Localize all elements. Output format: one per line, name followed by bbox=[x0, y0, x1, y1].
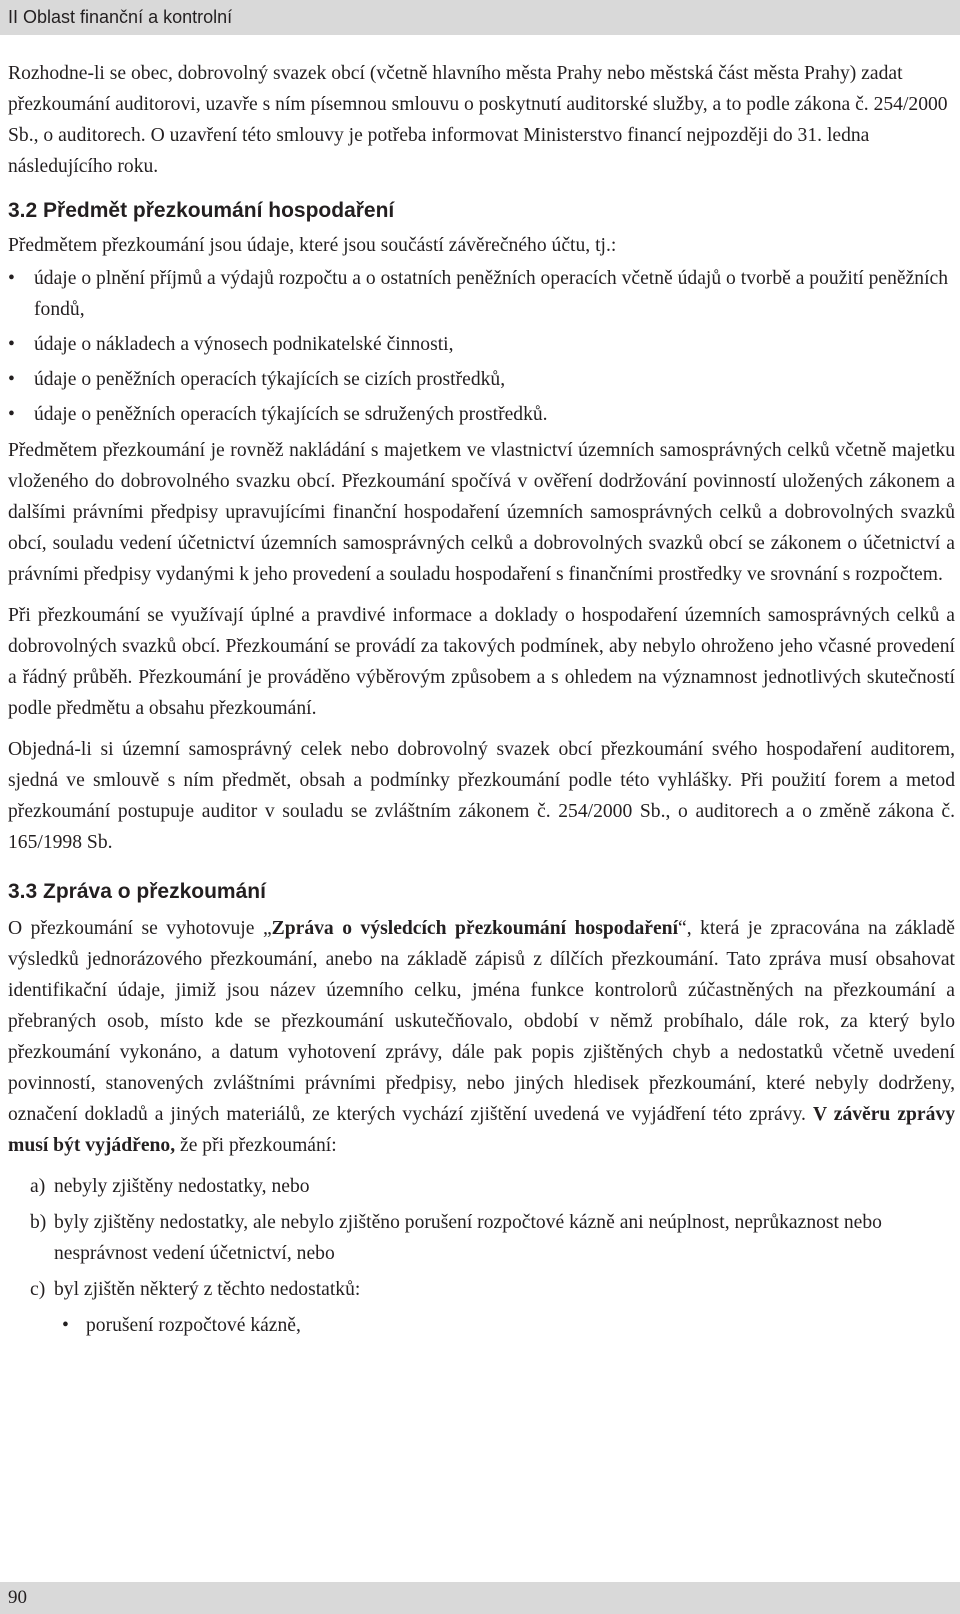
section-3-2-paragraph-2: Při přezkoumání se využívají úplné a pravdivé informace a doklady o hospodaření územních samosprávných celků a dobrovolných svazků obcí. Přezkoumání se provádí za takových podmínek, aby nebylo ohroženo jeho včasné provedení a řádný průběh. Přezkoumání je prováděno výběrovým způsobem a s ohledem na významnost jednotlivých skutečností podle předmětu a obsahu přezkoumání. bbox=[8, 605, 955, 719]
conclusion-bold: V závěru zprávy musí být vyjádřeno, bbox=[8, 1104, 955, 1156]
section-3-3-paragraph bbox=[8, 913, 955, 1161]
deficiency-sub-list bbox=[8, 1310, 955, 1341]
report-title-bold: Zpráva o výsledcích přezkoumání hospodaření bbox=[271, 918, 679, 939]
list-item: • porušení rozpočtové kázně, bbox=[8, 1310, 955, 1341]
list-item-label: c) bbox=[30, 1279, 46, 1300]
list-item-text: byly zjištěny nedostatky, ale nebylo zjištěno porušení rozpočtové kázně ani neúplnost, neprůkaznost nebo nesprávnost vedení účetnictví, nebo bbox=[54, 1212, 882, 1264]
running-header-title: II Oblast finanční a kontrolní bbox=[8, 7, 233, 27]
list-item: • údaje o peněžních operacích týkajících se sdružených prostředků. bbox=[8, 399, 955, 430]
list-item bbox=[8, 1274, 955, 1305]
subject-bullet-list bbox=[8, 263, 955, 430]
page-content bbox=[8, 58, 955, 1341]
list-item: • údaje o nákladech a výnosech podnikatelské činnosti, bbox=[8, 329, 955, 360]
section-3-2-paragraph-1: Předmětem přezkoumání je rovněž nakládání s majetkem ve vlastnictví územních samosprávných celků včetně majetku vloženého do dobrovolného svazku obcí. Přezkoumání spočívá v ověření dodržování povinností uložených zákonem a dalšími právními předpisy upravujícími finanční hospodaření územních samosprávných celků a dobrovolných svazků obcí, souladu vedení účetnictví územních samosprávných celků a dobrovolných svazků obcí se zákonem o účetnictví a právními předpisy vydanými k jeho provedení a souladu hospodaření s finančními prostředky ve srovnání s rozpočtem. bbox=[8, 440, 955, 585]
list-item-label: b) bbox=[30, 1212, 47, 1233]
list-item bbox=[8, 1207, 955, 1269]
section-heading-3-3: 3.3 Zpráva o přezkoumání bbox=[8, 880, 266, 903]
list-item: • údaje o peněžních operacích týkajících se cizích prostředků, bbox=[8, 364, 955, 395]
conclusion-options-list bbox=[8, 1171, 955, 1305]
section-heading-3-2: 3.2 Předmět přezkoumání hospodaření bbox=[8, 199, 395, 222]
paragraph-text: “, která je zpracována na základě výsledků jednorázového přezkoumání, anebo na základě zápisů z dílčích přezkoumání. Tato zpráva musí obsahovat identifikační údaje, jimiž jsou název územního celku, jména funkce kontrolorů zúčastněných na přezkoumání a přebraných osob, místo kde se přezkoumání uskutečňovalo, období v němž probíhalo, dále rok, za který bylo přezkoumání vykonáno, a datum vyhotovení zprávy, dále pak popis zjištěných chyb a nedostatků včetně uvedení povinností, stanovených zvláštními právními předpisy, nebo jiných hledisek přezkoumání, které nebyly dodrženy, označení dokladů a jiných materiálů, ze kterých vychází zjištění uvedená ve vyjádření této zprávy. bbox=[8, 918, 955, 1125]
list-item-text: byl zjištěn některý z těchto nedostatků: bbox=[54, 1279, 361, 1300]
list-item bbox=[8, 1171, 955, 1202]
section-3-2-paragraph-3: Objedná-li si územní samosprávný celek nebo dobrovolný svazek obcí přezkoumání svého hospodaření auditorem, sjedná ve smlouvě s ním předmět, obsah a podmínky přezkoumání podle této vyhlášky. Při použití forem a metod přezkoumání postupuje auditor v souladu se zvláštním zákonem č. 254/2000 Sb., o auditorech a o změně zákona č. 165/1998 Sb. bbox=[8, 739, 955, 853]
page-number: 90 bbox=[8, 1587, 27, 1608]
section-3-2-lead: Předmětem přezkoumání jsou údaje, které jsou součástí závěrečného účtu, tj.: bbox=[8, 235, 617, 256]
paragraph-text: že při přezkoumání: bbox=[175, 1135, 337, 1156]
intro-paragraph: Rozhodne-li se obec, dobrovolný svazek obcí (včetně hlavního města Prahy nebo městská část města Prahy) zadat přezkoumání auditorovi, uzavře s ním písemnou smlouvu o poskytnutí auditorské služby, a to podle zákona č. 254/2000 Sb., o auditorech. O uzavření této smlouvy je potřeba informovat Ministerstvo financí nejpozději do 31. ledna následujícího roku. bbox=[8, 63, 948, 177]
paragraph-text: O přezkoumání se vyhotovuje „ bbox=[8, 918, 272, 939]
list-item: • údaje o plnění příjmů a výdajů rozpočtu a o ostatních peněžních operacích včetně údajů o tvorbě a použití peněžních fondů, bbox=[8, 263, 955, 325]
list-item-label: a) bbox=[30, 1176, 46, 1197]
footer-bar bbox=[0, 1582, 960, 1614]
list-item-text: nebyly zjištěny nedostatky, nebo bbox=[54, 1176, 310, 1197]
